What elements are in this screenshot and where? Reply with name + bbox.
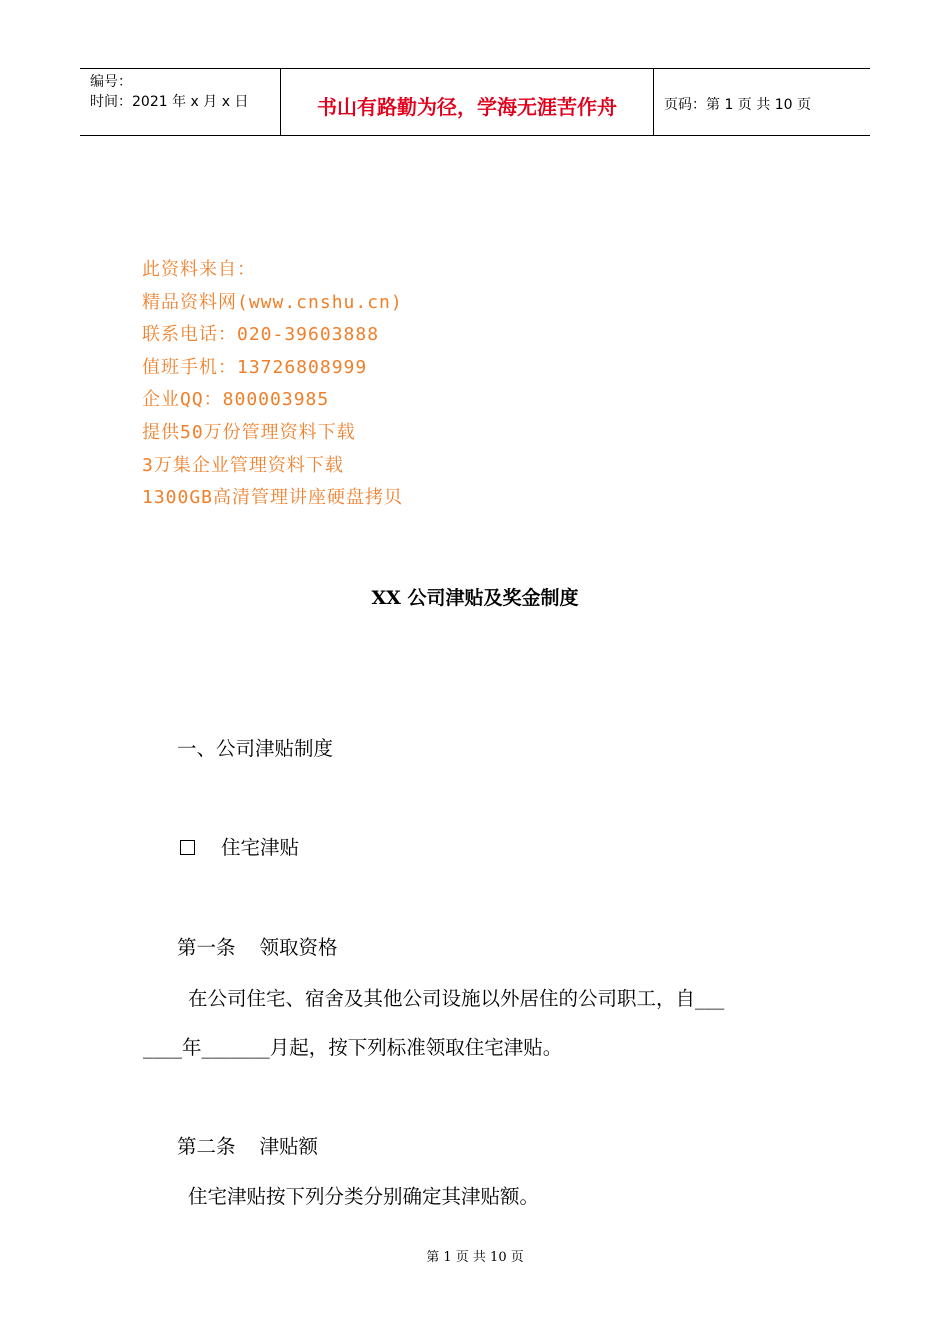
source-info-line: 企业QQ：800003985 <box>142 389 330 411</box>
article-number: 第二条 <box>177 1135 236 1158</box>
header-meta-cell <box>80 69 281 135</box>
document-time-label: 时间：2021 年 x 月 x 日 <box>90 94 249 110</box>
checkbox-icon <box>180 840 195 855</box>
document-title: XX 公司津贴及奖金制度 <box>371 587 579 609</box>
article-number: 第一条 <box>177 936 236 959</box>
body-text-line: ____年_______月起，按下列标准领取住宅津贴。 <box>143 1036 563 1059</box>
source-info-line: 联系电话：020-39603888 <box>142 324 380 346</box>
header-page-cell <box>654 69 870 135</box>
section-heading: 一、公司津贴制度 <box>177 737 334 760</box>
document-number-label: 编号： <box>90 74 132 90</box>
header-motto: 书山有路勤为径，学海无涯苦作舟 <box>317 95 617 119</box>
body-text-line: 住宅津贴按下列分类分别确定其津贴额。 <box>188 1185 540 1208</box>
article-name: 津贴额 <box>259 1135 319 1158</box>
page-footer: 第 1 页 共 10 页 <box>426 1250 524 1265</box>
source-info-line: 值班手机：13726808999 <box>142 356 368 378</box>
source-info-line: 提供50万份管理资料下载 <box>142 421 356 443</box>
article-heading <box>177 932 338 960</box>
subsection-label: 住宅津贴 <box>221 836 300 859</box>
source-info-line: 此资料来自： <box>142 259 256 280</box>
page-header <box>80 68 870 136</box>
source-info-line: 3万集企业管理资料下载 <box>142 454 344 476</box>
body-text-line: 在公司住宅、宿舍及其他公司设施以外居住的公司职工，自___ <box>188 987 725 1010</box>
source-info-line: 1300GB高清管理讲座硬盘拷贝 <box>142 487 404 509</box>
article-name: 领取资格 <box>259 936 338 959</box>
header-page-info: 页码：第 1 页 共 10 页 <box>664 97 811 113</box>
subsection-heading <box>180 832 299 860</box>
source-info-line: 精品资料网(www.cnshu.cn) <box>142 291 403 313</box>
article-heading <box>177 1131 318 1159</box>
header-motto-cell <box>281 69 654 135</box>
source-info-block <box>142 254 403 515</box>
